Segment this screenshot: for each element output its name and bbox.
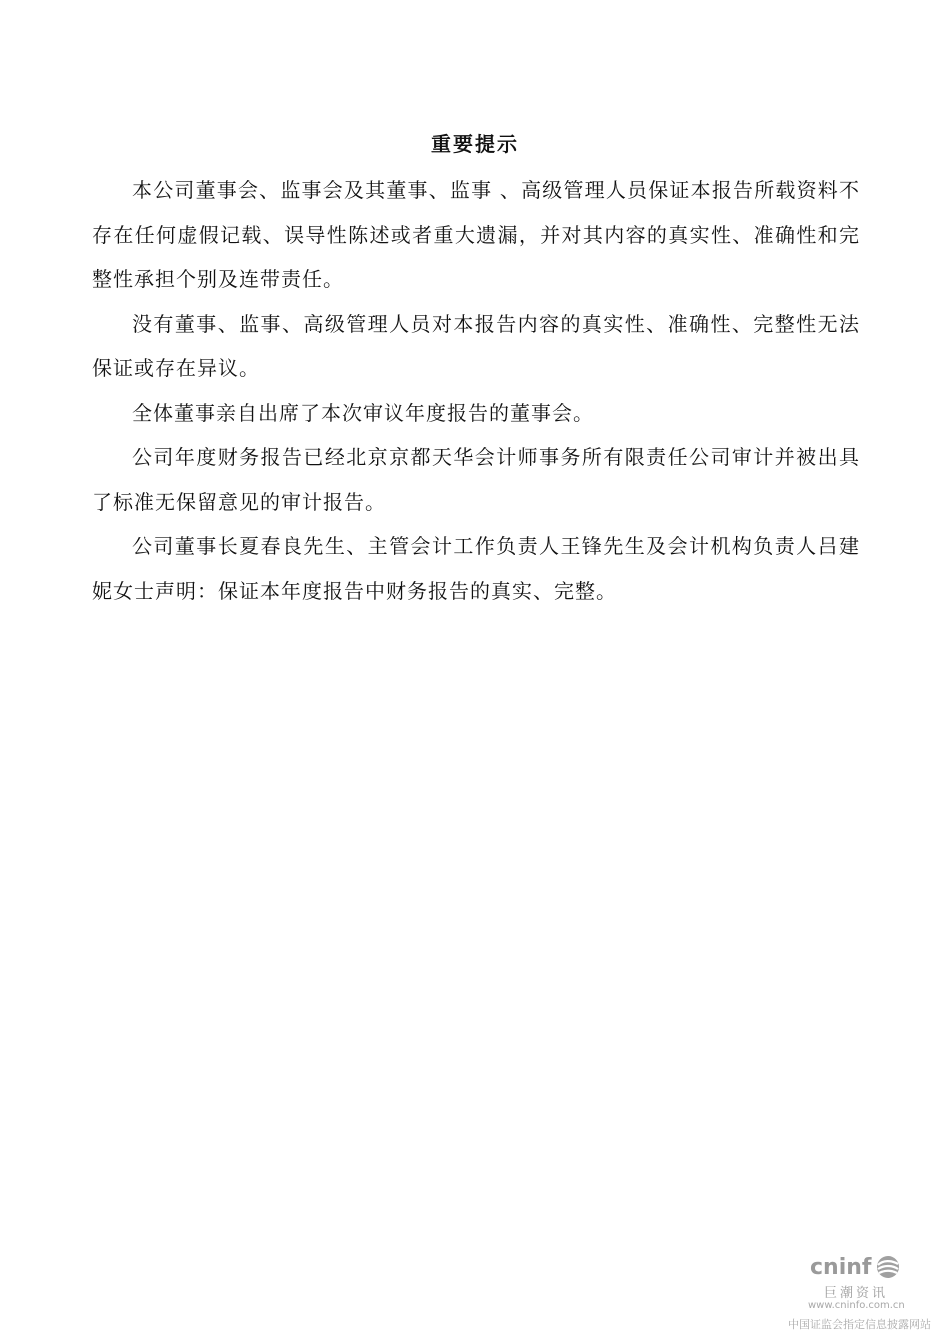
cninfo-watermark xyxy=(780,1254,950,1344)
paragraph-responsibility: 本公司董事会、监事会及其董事、监事 、高级管理人员保证本报告所载资料不存在任何虚假记载、误导性陈述或者重大遗漏，并对其内容的真实性、准确性和完整性承担个别及连带责任。 xyxy=(92,178,860,291)
logo-url: www.cninfo.com.cn xyxy=(808,1300,905,1311)
logo-chinese-name: 巨潮资讯 xyxy=(824,1286,889,1301)
logo-tagline: 中国证监会指定信息披露网站 xyxy=(788,1318,931,1331)
paragraph-audit: 公司年度财务报告已经北京京都天华会计师事务所有限责任公司审计并被出具了标准无保留意见的审计报告。 xyxy=(92,445,860,514)
paragraph-declaration: 公司董事长夏春良先生、主管会计工作负责人王锋先生及会计机构负责人吕建妮女士声明：保证本年度报告中财务报告的真实、完整。 xyxy=(92,534,860,603)
page-title: 重要提示 xyxy=(431,132,519,156)
paragraph-board-attendance: 全体董事亲自出席了本次审议年度报告的董事会。 xyxy=(132,400,594,425)
cninfo-swirl-icon xyxy=(873,1254,903,1280)
document-body xyxy=(92,168,860,613)
cninfo-logo xyxy=(810,1254,903,1280)
logo-text: cninf xyxy=(810,1254,872,1280)
paragraph-no-objection: 没有董事、监事、高级管理人员对本报告内容的真实性、准确性、完整性无法保证或存在异议。 xyxy=(92,311,860,380)
